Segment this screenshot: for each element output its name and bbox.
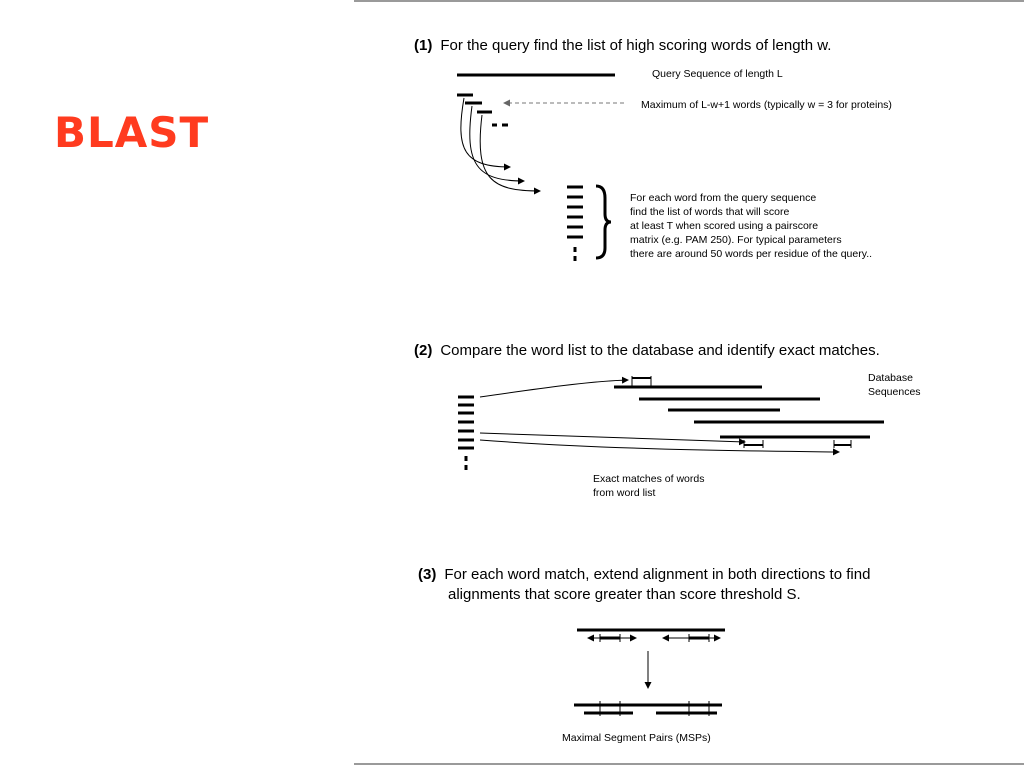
database-sequences-label <box>868 371 921 399</box>
word-list-note-line: For each word from the query sequence <box>630 192 817 204</box>
word-list-note-line: matrix (e.g. PAM 250). For typical parameters <box>630 234 842 246</box>
exact-matches-line: from word list <box>593 487 656 499</box>
word-list-note-line: at least T when scored using a pairscore <box>630 220 819 232</box>
diagram-graphics <box>352 0 1024 768</box>
figure-page-edges <box>354 1 1024 764</box>
slide-title: BLAST <box>54 108 210 157</box>
step-3-line-2: alignments that score greater than score threshold S. <box>448 586 801 603</box>
step-3-number: (3) <box>418 566 437 583</box>
extension-sequence-top <box>577 630 725 642</box>
exact-matches-line: Exact matches of words <box>593 473 705 485</box>
database-sequences-line: Database <box>868 372 913 384</box>
word-list-note-line: there are around 50 words per residue of the query.. <box>630 248 873 260</box>
msp-label: Maximal Segment Pairs (MSPs) <box>562 732 711 744</box>
query-sequence-label: Query Sequence of length L <box>652 68 783 80</box>
step-3-line-1: For each word match, extend alignment in both directions to find <box>444 566 871 583</box>
exact-matches-label <box>593 472 704 500</box>
step-3-text <box>418 565 870 605</box>
step-2-number: (2) <box>414 342 433 359</box>
max-words-label: Maximum of L-w+1 words (typically w = 3 for proteins) <box>641 99 892 111</box>
database-sequence-lines <box>614 387 884 437</box>
word-list-note <box>630 191 872 261</box>
word-list-note-line: find the list of words that will score <box>630 206 790 218</box>
neighborhood-word-list <box>567 187 583 261</box>
step-1-line: For the query find the list of high scoring words of length w. <box>440 37 832 54</box>
step2-word-list <box>458 397 474 470</box>
database-sequences-line: Sequences <box>868 386 921 398</box>
word-expansion-arrows <box>461 98 540 191</box>
msp-result-lines <box>574 701 722 716</box>
step-2-text <box>414 341 880 361</box>
word-match-arrows <box>480 380 839 452</box>
word-list-brace <box>596 186 611 258</box>
step-2-line: Compare the word list to the database and identify exact matches. <box>440 342 880 359</box>
step-1-number: (1) <box>414 37 433 54</box>
query-word-segments <box>457 95 508 125</box>
step-1-text <box>414 36 831 56</box>
blast-figure <box>352 0 1024 768</box>
